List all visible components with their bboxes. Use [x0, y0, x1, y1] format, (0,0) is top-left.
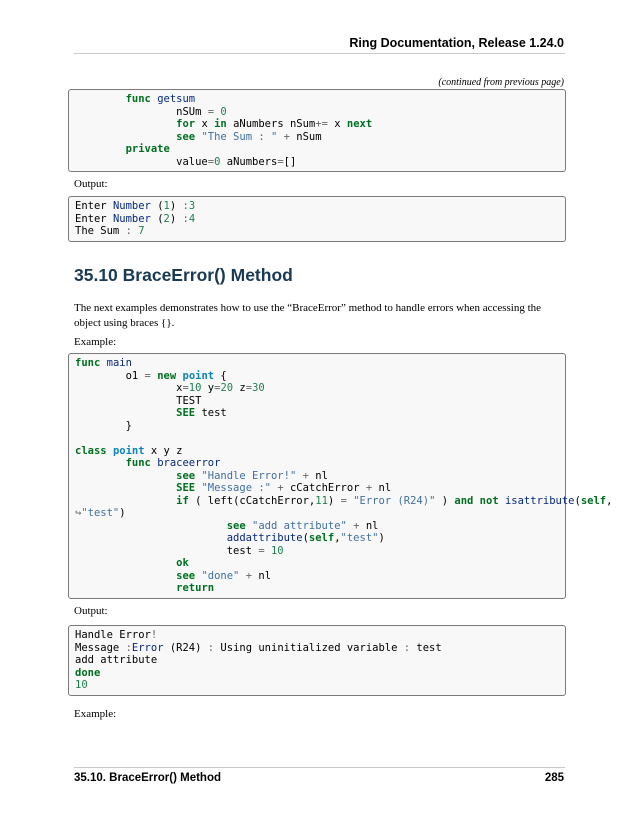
- code-line: test = 10: [75, 544, 284, 557]
- example-label: Example:: [74, 336, 117, 348]
- code-line: Enter Number (1) :3: [75, 200, 196, 212]
- code-line: addattribute(self,"test"): [226, 532, 385, 544]
- code-line: add attribute: [75, 654, 158, 666]
- code-line: class point x y z: [75, 444, 183, 457]
- code-line: value=0 aNumbers=[]: [75, 155, 297, 168]
- code-line: if ( left(cCatchError,11) = "Error (R24)" ) and not isattribute(self,: [176, 494, 613, 507]
- output-label: Output:: [74, 605, 108, 617]
- code-line: for x in aNumbers nSum+= x next: [176, 118, 373, 130]
- code-line: see "Handle Error!" + nl: [176, 469, 328, 482]
- intro-paragraph: The next examples demonstrates how to use the “BraceError” method to handle errors when accessing the object using braces {}.: [74, 302, 542, 329]
- continued-note: (continued from previous page): [438, 77, 564, 88]
- code-line: done: [75, 666, 101, 679]
- code-line: TEST: [75, 394, 202, 407]
- page-number: 285: [544, 772, 564, 784]
- code-line: func main: [75, 357, 132, 369]
- code-line: see "The Sum : " + nSum: [176, 130, 322, 143]
- code-line: o1 = new point {: [75, 369, 227, 382]
- header-rule: [74, 53, 565, 54]
- code-line: func getsum: [125, 93, 196, 105]
- code-line: 10: [75, 679, 88, 691]
- code-line: nSUm = 0: [75, 105, 227, 118]
- code-line: private: [125, 143, 170, 155]
- code-line: ok: [176, 557, 189, 569]
- output-block-braceerror: [68, 625, 566, 696]
- section-heading: 35.10 BraceError() Method: [74, 265, 293, 285]
- code-line: SEE "Message :" + cCatchError + nl: [176, 482, 392, 494]
- code-line: Message :Error (R24) : Using uninitialized variable : test: [75, 641, 442, 654]
- code-text: [69, 90, 565, 171]
- output-label: Output:: [74, 178, 108, 190]
- code-line: see "add attribute" + nl: [226, 519, 379, 532]
- code-block-braceerror: [68, 353, 613, 599]
- code-line: return: [176, 582, 215, 594]
- output-text: [69, 626, 565, 695]
- code-line: func braceerror: [125, 457, 221, 469]
- running-header-title: Ring Documentation, Release 1.24.0: [349, 36, 564, 50]
- output-block-sum: [68, 196, 566, 242]
- code-line: Handle Error!: [75, 629, 158, 641]
- code-text: [69, 354, 613, 598]
- code-line: x=10 y=20 z=30: [75, 382, 265, 394]
- code-line: see "done" + nl: [176, 569, 272, 582]
- code-block-getsum: [68, 89, 566, 172]
- example-label: Example:: [74, 708, 117, 720]
- footer-rule: [74, 767, 565, 768]
- output-text: [69, 197, 565, 241]
- footer-section: 35.10. BraceError() Method: [74, 772, 221, 784]
- code-line: SEE test: [176, 407, 227, 419]
- code-line: The Sum : 7: [75, 225, 145, 237]
- code-line: }: [75, 419, 132, 432]
- code-line: Enter Number (2) :4: [75, 212, 196, 225]
- code-line: ↪"test"): [75, 507, 126, 519]
